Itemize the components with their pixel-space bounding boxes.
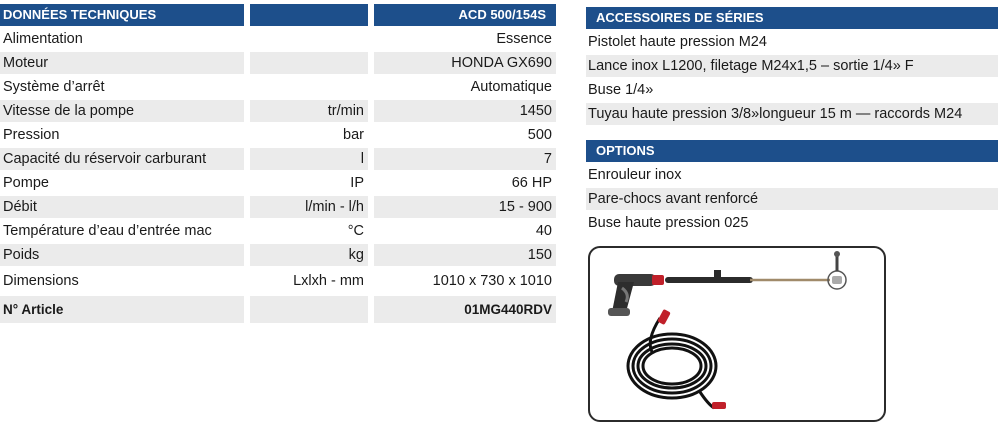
specs-header-unit — [250, 4, 368, 26]
spec-label: Capacité du réservoir carburant — [0, 148, 244, 170]
specs-header-label: DONNÉES TECHNIQUES — [0, 4, 244, 26]
spec-unit — [250, 52, 368, 74]
spec-value: 150 — [374, 244, 556, 266]
spec-label: Alimentation — [3, 31, 83, 47]
spec-value: 15 - 900 — [374, 196, 556, 218]
spec-unit: Lxlxh - mm — [293, 273, 364, 289]
spec-row — [0, 148, 556, 170]
spec-unit: °C — [347, 223, 364, 239]
spec-value: Essence — [496, 31, 552, 47]
spray-gun-icon — [608, 274, 664, 316]
option-item: Pare-chocs avant renforcé — [586, 188, 998, 210]
spec-row — [0, 52, 556, 74]
accessory-item: Tuyau haute pression 3/8»longueur 15 m — raccords M24 — [586, 103, 998, 125]
specs-header-model: ACD 500/154S — [374, 4, 556, 26]
accessories-section — [586, 7, 998, 125]
spec-unit: tr/min — [250, 100, 368, 122]
spec-row — [0, 268, 556, 294]
spec-label: Débit — [0, 196, 244, 218]
spec-label: Vitesse de la pompe — [0, 100, 244, 122]
options-title: OPTIONS — [586, 140, 998, 162]
specs-header-row — [0, 4, 556, 26]
article-number-row — [0, 296, 556, 323]
spec-value: 7 — [374, 148, 556, 170]
spec-value: 1450 — [374, 100, 556, 122]
accessory-item: Buse 1/4» — [588, 82, 654, 98]
lance-icon — [668, 251, 846, 289]
spec-unit: IP — [350, 175, 364, 191]
option-item: Buse haute pression 025 — [588, 215, 749, 231]
spec-label: Dimensions — [3, 273, 79, 289]
spec-row — [0, 76, 556, 98]
spec-label: Moteur — [0, 52, 244, 74]
article-unit — [250, 296, 368, 323]
spec-row — [0, 244, 556, 266]
article-label: N° Article — [0, 296, 244, 323]
options-section — [586, 140, 998, 234]
spec-value: 500 — [527, 127, 552, 143]
spec-unit: kg — [250, 244, 368, 266]
spec-row — [0, 220, 556, 242]
article-number: 01MG440RDV — [374, 296, 556, 323]
spec-label: Pompe — [3, 175, 49, 191]
spec-value: HONDA GX690 — [374, 52, 556, 74]
spec-row — [0, 124, 556, 146]
spec-value: 1010 x 730 x 1010 — [432, 273, 552, 289]
spec-unit: l/min - l/h — [250, 196, 368, 218]
option-item: Enrouleur inox — [588, 167, 682, 183]
accessories-title: ACCESSOIRES DE SÉRIES — [586, 7, 998, 29]
spec-label: Système d’arrêt — [3, 79, 105, 95]
spec-label: Poids — [0, 244, 244, 266]
spec-label: Pression — [3, 127, 60, 143]
spec-row — [0, 28, 556, 50]
accessories-image — [588, 246, 886, 422]
spec-unit: bar — [343, 127, 364, 143]
spec-row — [0, 172, 556, 194]
spec-unit: l — [250, 148, 368, 170]
spec-row — [0, 100, 556, 122]
accessory-item: Lance inox L1200, filetage M24x1,5 – sortie 1/4» F — [586, 55, 998, 77]
accessories-illustration — [590, 248, 884, 420]
spec-value: 40 — [535, 223, 552, 239]
accessory-item: Pistolet haute pression M24 — [588, 34, 767, 50]
spec-value: 66 HP — [511, 175, 552, 191]
spec-value: Automatique — [470, 79, 552, 95]
spec-unit — [250, 76, 368, 98]
spec-row — [0, 196, 556, 218]
spec-unit — [250, 28, 368, 50]
technical-specs-table — [0, 4, 556, 325]
hose-icon — [628, 309, 726, 409]
spec-label: Température d’eau d’entrée mac — [3, 223, 212, 239]
